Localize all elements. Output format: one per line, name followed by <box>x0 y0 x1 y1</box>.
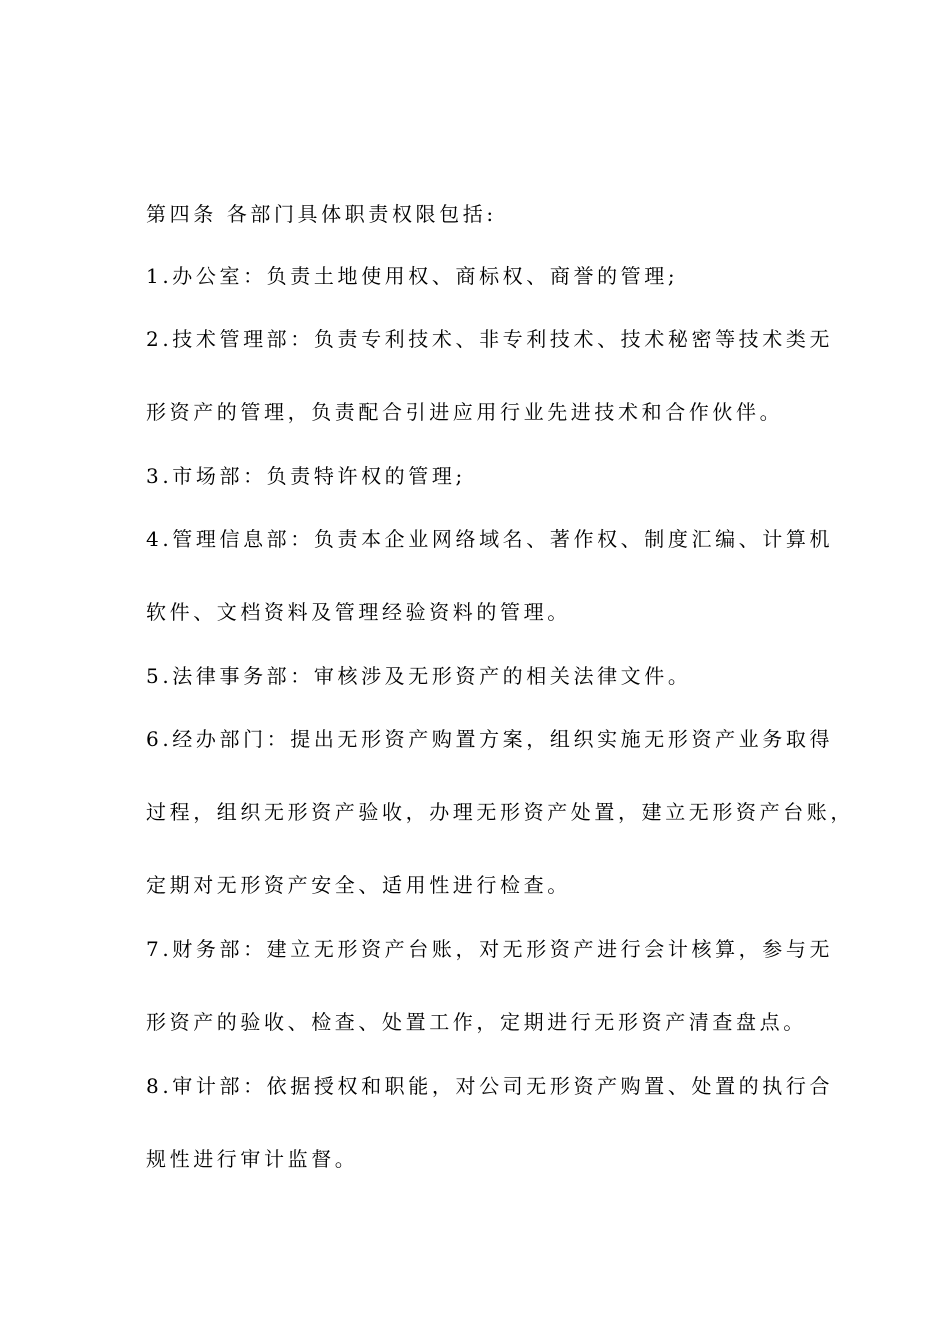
article-heading: 第四条 各部门具体职责权限包括: <box>146 202 497 226</box>
paragraph-line: 形资产的验收、检查、处置工作，定期进行无形资产清查盘点。 <box>146 1010 807 1034</box>
paragraph-line: 4.管理信息部：负责本企业网络域名、著作权、制度汇编、计算机 <box>146 527 834 551</box>
paragraph-line: 软件、文档资料及管理经验资料的管理。 <box>146 600 571 624</box>
paragraph-line: 6.经办部门：提出无形资产购置方案，组织实施无形资产业务取得 <box>146 727 834 751</box>
paragraph-line: 定期对无形资产安全、适用性进行检查。 <box>146 873 571 897</box>
paragraph-line: 规性进行审计监督。 <box>146 1147 359 1171</box>
paragraph-line: 1.办公室：负责土地使用权、商标权、商誉的管理; <box>146 264 679 288</box>
paragraph-line: 过程，组织无形资产验收，办理无形资产处置，建立无形资产台账， <box>146 800 854 824</box>
paragraph-line: 8.审计部：依据授权和职能，对公司无形资产购置、处置的执行合 <box>146 1074 834 1098</box>
paragraph-line: 形资产的管理，负责配合引进应用行业先进技术和合作伙伴。 <box>146 400 784 424</box>
paragraph-line: 7.财务部：建立无形资产台账，对无形资产进行会计核算，参与无 <box>146 937 834 961</box>
paragraph-line: 3.市场部：负责特许权的管理; <box>146 464 466 488</box>
paragraph-line: 2.技术管理部：负责专利技术、非专利技术、技术秘密等技术类无 <box>146 327 834 351</box>
paragraph-line: 5.法律事务部：审核涉及无形资产的相关法律文件。 <box>146 664 692 688</box>
